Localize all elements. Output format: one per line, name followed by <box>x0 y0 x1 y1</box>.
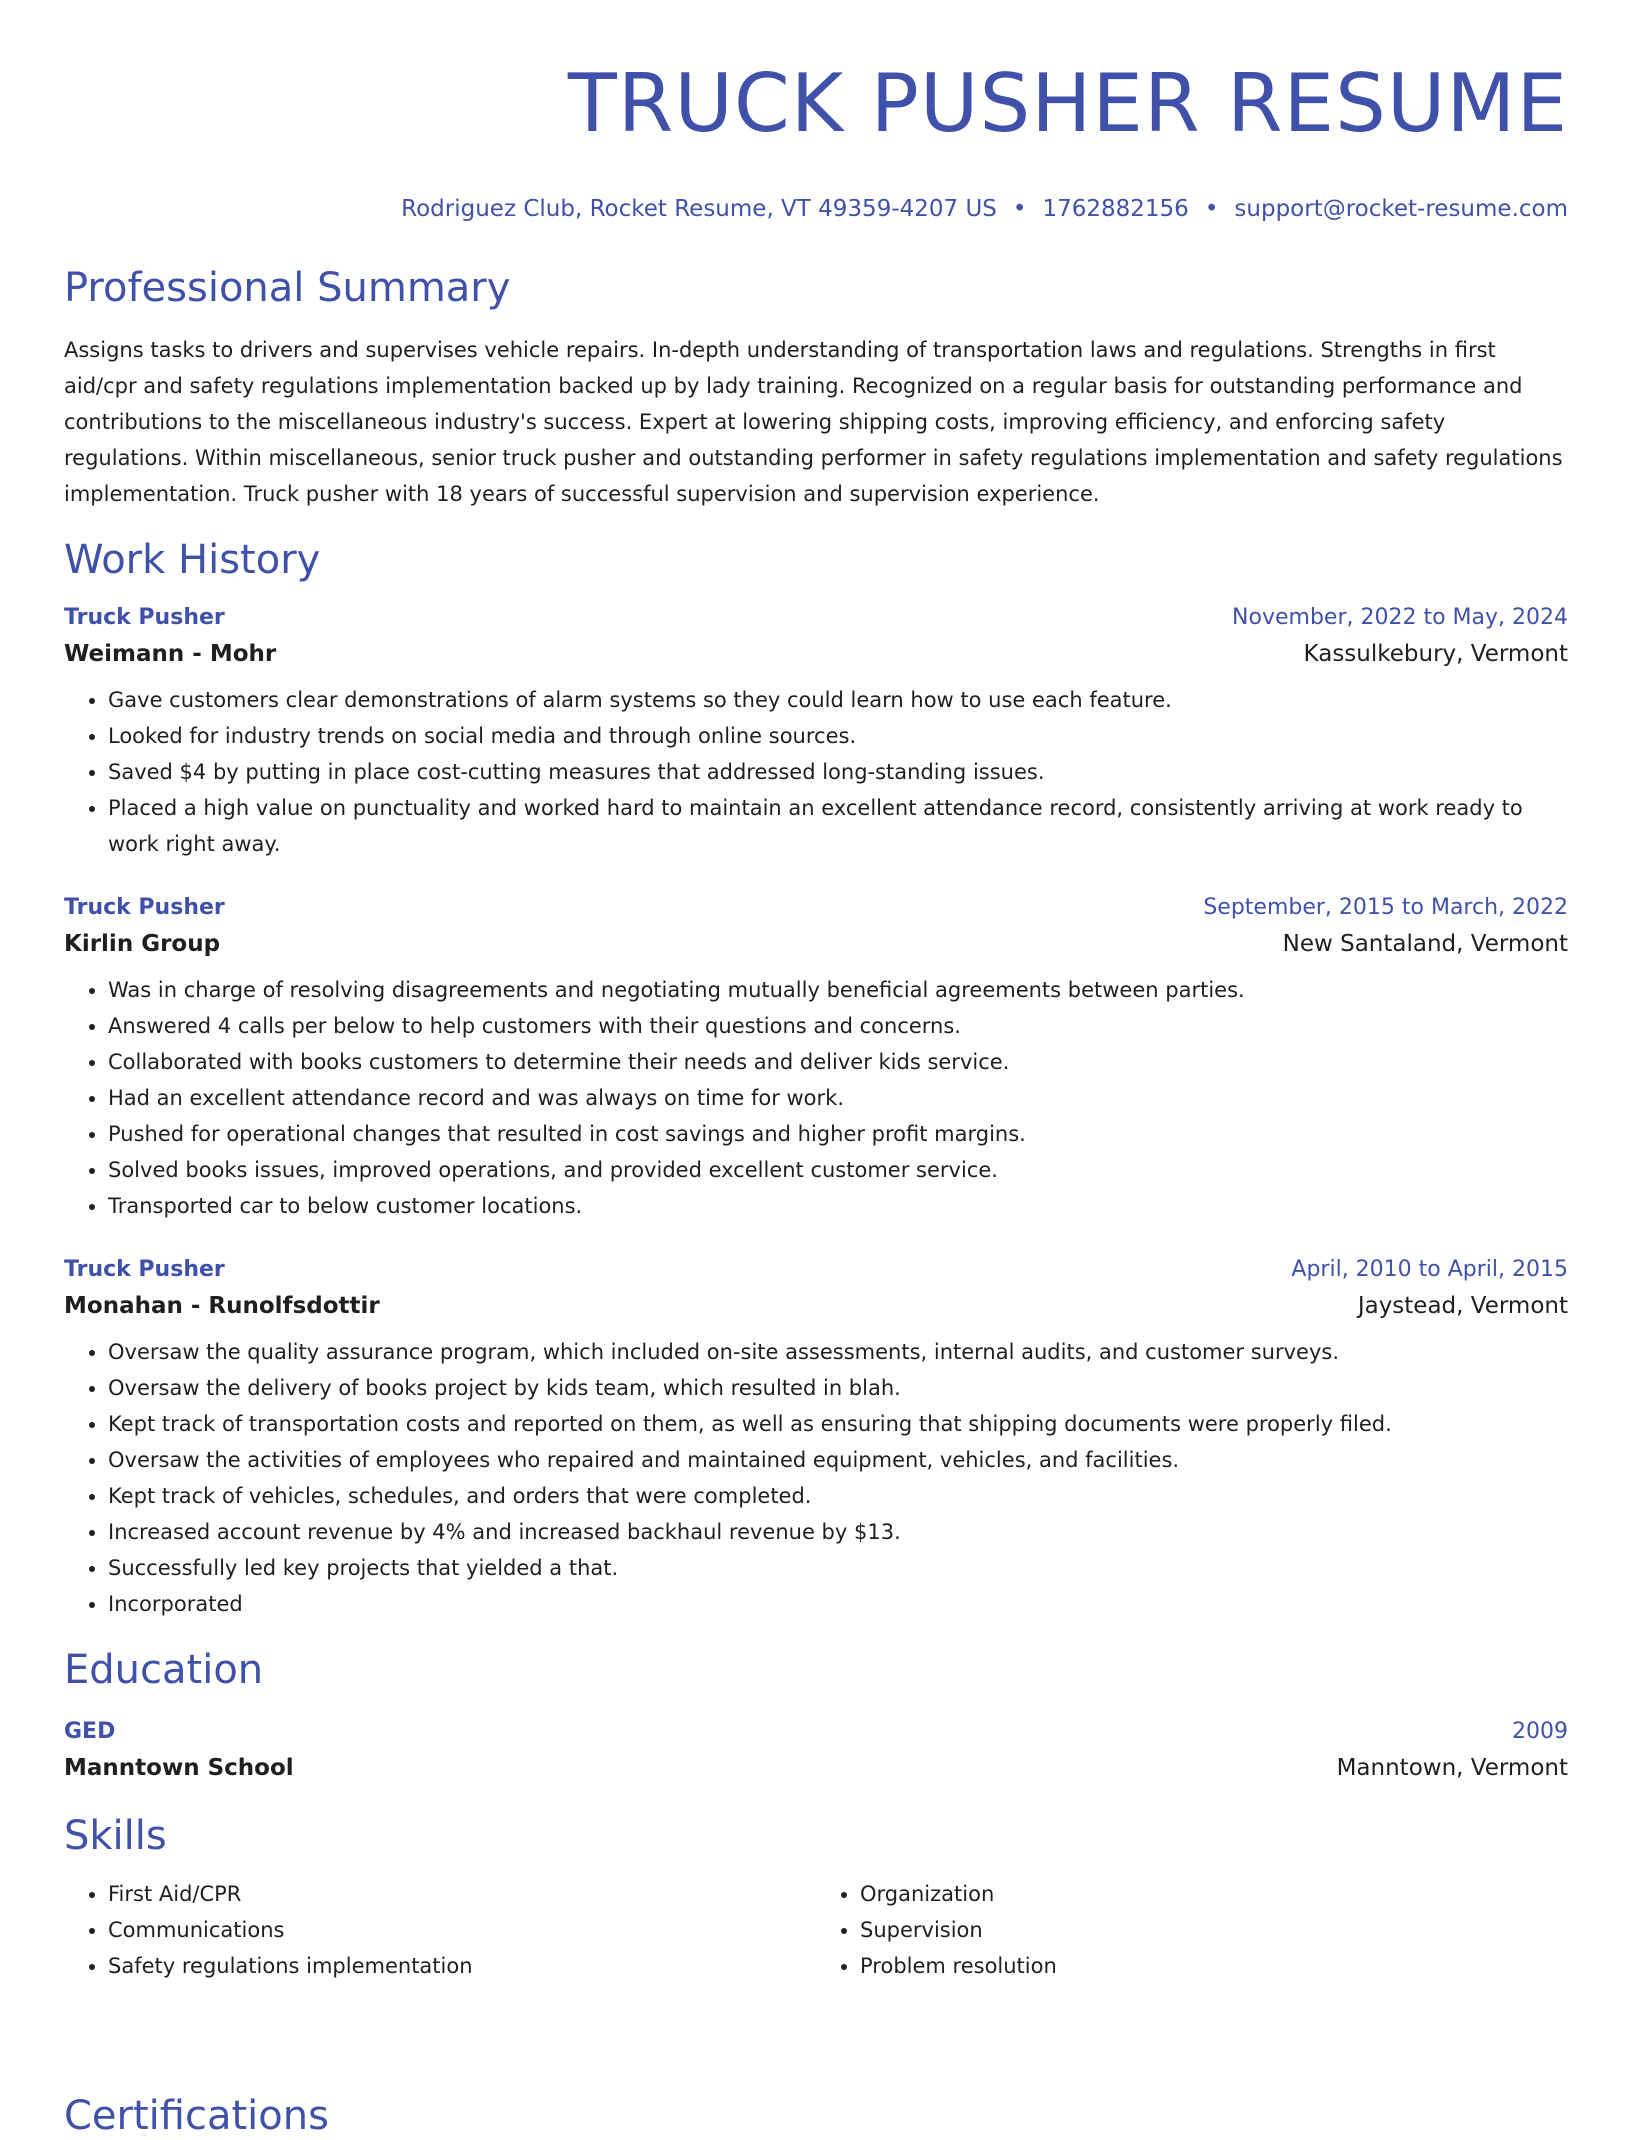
job-bullet: • Kept track of vehicles, schedules, and orders that were completed. <box>108 1478 1568 1514</box>
education-location: Manntown, Vermont <box>1336 1755 1568 1781</box>
job-bullet: • Had an excellent attendance record and was always on time for work. <box>108 1080 1568 1116</box>
job-bullet: • Solved books issues, improved operations, and provided excellent customer service. <box>108 1152 1568 1188</box>
job-title: Truck Pusher <box>64 1257 225 1282</box>
job-entry <box>64 602 1568 862</box>
resume-title: TRUCK PUSHER RESUME <box>567 57 1568 150</box>
work-history-heading: Work History <box>64 537 321 583</box>
job-bullet: • Oversaw the activities of employees who repaired and maintained equipment, vehicles, and facilities. <box>108 1442 1568 1478</box>
skills-list-left <box>64 1876 816 1984</box>
job-location: Kassulkebury, Vermont <box>1303 641 1568 667</box>
job-title: Truck Pusher <box>64 895 225 920</box>
summary-heading: Professional Summary <box>64 265 511 311</box>
education-heading: Education <box>64 1647 264 1693</box>
job-bullet: • Pushed for operational changes that resulted in cost savings and higher profit margins. <box>108 1116 1568 1152</box>
job-bullet: • Successfully led key projects that yielded a that. <box>108 1550 1568 1586</box>
skills-list-right <box>816 1876 1568 1984</box>
job-bullet: • Transported car to below customer locations. <box>108 1188 1568 1224</box>
skills-columns <box>64 1876 1568 1984</box>
job-bullet: • Saved $4 by putting in place cost-cutting measures that addressed long-standing issues. <box>108 754 1568 790</box>
job-bullet: • Answered 4 calls per below to help customers with their questions and concerns. <box>108 1008 1568 1044</box>
job-bullet: • Gave customers clear demonstrations of alarm systems so they could learn how to use each feature. <box>108 682 1568 718</box>
skills-section <box>64 1812 1568 1984</box>
job-bullet: • Oversaw the quality assurance program, which included on-site assessments, internal audits, and customer surveys. <box>108 1334 1568 1370</box>
job-bullet: • Incorporated <box>108 1586 1568 1622</box>
contact-line <box>64 194 1568 224</box>
job-bullets <box>64 1334 1568 1622</box>
resume-header <box>64 0 1568 224</box>
education-section <box>64 1646 1568 1788</box>
contact-separator: • <box>1012 196 1027 222</box>
skill-item: • Supervision <box>860 1912 1568 1948</box>
job-location: Jaystead, Vermont <box>1357 1293 1568 1319</box>
job-dates: April, 2010 to April, 2015 <box>1291 1257 1568 1282</box>
skill-item: • Safety regulations implementation <box>108 1948 816 1984</box>
job-bullet: • Oversaw the delivery of books project by kids team, which resulted in blah. <box>108 1370 1568 1406</box>
skill-item: • Communications <box>108 1912 816 1948</box>
job-bullet: • Placed a high value on punctuality and worked hard to maintain an excellent attendance record, consistently arriving at work ready to work right away. <box>108 790 1568 862</box>
job-entry <box>64 892 1568 1224</box>
skills-heading: Skills <box>64 1813 167 1859</box>
work-history-section <box>64 536 1568 1622</box>
job-company: Weimann - Mohr <box>64 641 277 667</box>
job-bullet: • Collaborated with books customers to determine their needs and deliver kids service. <box>108 1044 1568 1080</box>
job-entry <box>64 1254 1568 1622</box>
education-entry <box>64 1716 1568 1788</box>
job-dates: September, 2015 to March, 2022 <box>1203 895 1568 920</box>
skill-item: • Organization <box>860 1876 1568 1912</box>
job-location: New Santaland, Vermont <box>1282 931 1568 957</box>
skill-item: • Problem resolution <box>860 1948 1568 1984</box>
summary-text: Assigns tasks to drivers and supervises vehicle repairs. In-depth understanding of transportation laws and regulations. Strengths in first aid/cpr and safety regulations implementation backed up by lady training. Recognized on a regular basis for outstanding performance and contributions to the miscellaneous industry's success. Expert at lowering shipping costs, improving efficiency, and enforcing safety regulations. Within miscellaneous, senior truck pusher and outstanding performer in safety regulations implementation and safety regulations implementation. Truck pusher with 18 years of successful supervision and supervision experience. <box>64 338 1563 506</box>
contact-phone: 1762882156 <box>1042 196 1189 222</box>
job-bullet: • Kept track of transportation costs and reported on them, as well as ensuring that shipping documents were properly filed. <box>108 1406 1568 1442</box>
contact-address: Rodriguez Club, Rocket Resume, VT 49359-4207 US <box>401 196 997 222</box>
next-section-heading-clipped <box>64 2092 329 2139</box>
contact-email[interactable]: support@rocket-resume.com <box>1234 196 1568 222</box>
education-school: Manntown School <box>64 1755 294 1781</box>
job-bullets <box>64 972 1568 1224</box>
education-degree: GED <box>64 1719 116 1744</box>
next-section-heading: Certifications <box>64 2093 329 2139</box>
contact-separator: • <box>1204 196 1219 222</box>
job-bullet: • Was in charge of resolving disagreements and negotiating mutually beneficial agreements between parties. <box>108 972 1568 1008</box>
job-bullet: • Increased account revenue by 4% and increased backhaul revenue by $13. <box>108 1514 1568 1550</box>
job-company: Monahan - Runolfsdottir <box>64 1293 380 1319</box>
job-bullet: • Looked for industry trends on social media and through online sources. <box>108 718 1568 754</box>
skill-item: • First Aid/CPR <box>108 1876 816 1912</box>
job-title: Truck Pusher <box>64 605 225 630</box>
education-year: 2009 <box>1512 1719 1568 1744</box>
job-dates: November, 2022 to May, 2024 <box>1232 605 1568 630</box>
job-company: Kirlin Group <box>64 931 221 957</box>
job-bullets <box>64 682 1568 862</box>
